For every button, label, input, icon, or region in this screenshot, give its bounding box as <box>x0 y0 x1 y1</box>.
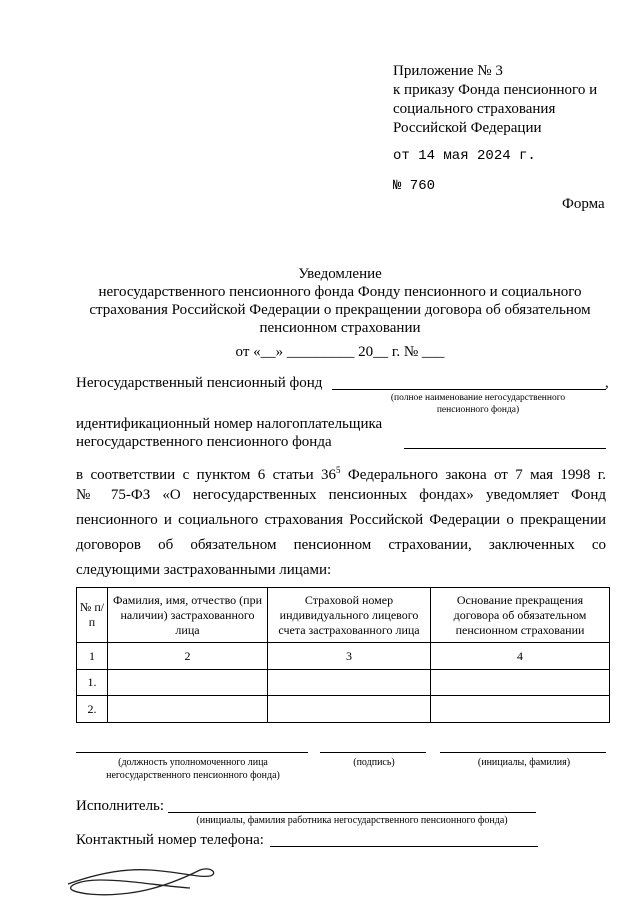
comma: , <box>605 375 609 391</box>
fund-name-hint: (полное наименование негосударственного пенсионного фонда) <box>390 393 566 415</box>
table-column-number: 1 <box>77 643 108 670</box>
body-text-line: следующими застрахованными лицами: <box>76 562 332 578</box>
signature-field[interactable] <box>320 752 426 753</box>
fund-label: Негосударственный пенсионный фонд <box>76 375 323 391</box>
document-date-line: от «__» _________ 20__ г. № ___ <box>235 344 445 360</box>
table-header-name: Фамилия, имя, отчество (при наличии) застрахованного лица <box>108 588 268 643</box>
inn-field[interactable] <box>404 448 606 449</box>
appendix-number: Приложение № 3 <box>393 63 503 79</box>
appendix-date: от 14 мая 2024 г. <box>393 148 536 164</box>
document-subtitle: негосударственного пенсионного фонда Фонду пенсионного и социального <box>98 284 582 300</box>
appendix-block <box>393 62 597 138</box>
appendix-order-line: Российской Федерации <box>393 120 542 136</box>
table-column-number: 3 <box>268 643 431 670</box>
table-header-number: № п/п <box>77 588 108 643</box>
table-row-number: 1. <box>77 670 108 696</box>
table-cell[interactable] <box>108 670 268 696</box>
body-text-line: № 75-ФЗ «О негосударственных пенсионных фондах» уведомляет Фонд <box>76 487 606 503</box>
table-header-snils: Страховой номер индивидуального лицевого счета застрахованного лица <box>268 588 431 643</box>
executor-field[interactable] <box>168 812 536 813</box>
handwritten-signature-icon <box>60 858 230 902</box>
initials-hint: (инициалы, фамилия) <box>477 757 571 768</box>
table-column-number: 2 <box>108 643 268 670</box>
body-text-line: пенсионного и социального страхования Российской Федерации о прекращении <box>76 512 606 528</box>
table-column-number: 4 <box>431 643 610 670</box>
fund-name-field[interactable] <box>332 389 606 390</box>
table-row <box>77 696 610 723</box>
position-field[interactable] <box>76 752 308 753</box>
body-text-line: договоров об обязательном пенсионном страховании, заключенных со <box>76 537 606 553</box>
body-text-line: в соответствии с пунктом 6 статьи $36^5$ Федерального закона от 7 мая 1998 г. <box>76 465 606 483</box>
executor-label: Исполнитель: <box>76 798 165 814</box>
insured-persons-table <box>76 587 610 723</box>
appendix-order-line: к приказу Фонда пенсионного и <box>393 82 598 98</box>
phone-label: Контактный номер телефона: <box>76 832 264 848</box>
form-label: Форма <box>562 196 605 212</box>
phone-field[interactable] <box>270 846 538 847</box>
executor-hint: (инициалы, фамилия работника негосударственного пенсионного фонда) <box>196 815 508 826</box>
document-title: Уведомление <box>298 266 382 282</box>
inn-label: негосударственного пенсионного фонда <box>76 434 332 450</box>
table-cell[interactable] <box>268 696 431 723</box>
table-header-reason: Основание прекращения договора об обязательном пенсионном страховании <box>431 588 610 643</box>
table-cell[interactable] <box>108 696 268 723</box>
appendix-order-number: № 760 <box>393 178 436 194</box>
inn-label: идентификационный номер налогоплательщика <box>76 416 383 432</box>
table-cell[interactable] <box>268 670 431 696</box>
table-row-number: 2. <box>77 696 108 723</box>
appendix-order-line: социального страхования <box>393 101 556 117</box>
table-cell[interactable] <box>431 670 610 696</box>
table-cell[interactable] <box>431 696 610 723</box>
signature-hint: (подпись) <box>353 757 395 768</box>
document-subtitle: страхования Российской Федерации о прекращении договора об обязательном <box>89 302 591 318</box>
position-hint: (должность уполномоченного лица негосударственного пенсионного фонда) <box>106 757 280 781</box>
table-row <box>77 670 610 696</box>
initials-field[interactable] <box>440 752 606 753</box>
document-subtitle: пенсионном страховании <box>259 320 421 336</box>
